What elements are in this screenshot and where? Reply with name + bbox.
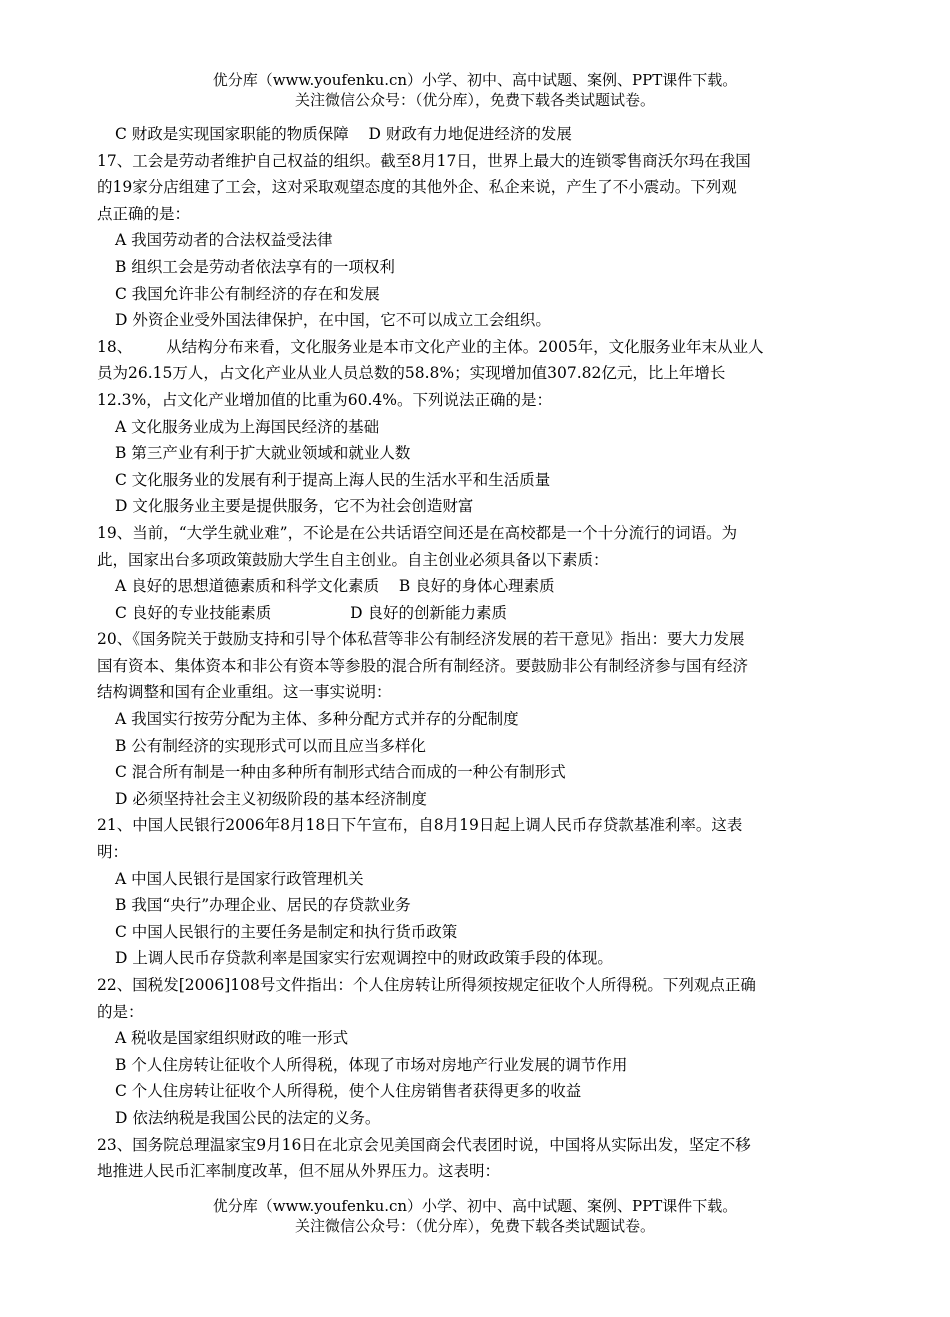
question-22: [97, 972, 855, 1132]
option-c: C 中国人民银行的主要任务是制定和执行货币政策: [115, 922, 458, 941]
option-d: D 依法纳税是我国公民的法定的义务。: [115, 1108, 381, 1127]
option-a: A 税收是国家组织财政的唯一形式: [115, 1029, 349, 1048]
question-23: [97, 1132, 855, 1185]
header-line-2: 关注微信公众号：（优分库），免费下载各类试题试卷。: [294, 91, 655, 109]
question-text-line: [97, 334, 855, 361]
option-d: D 外资企业受外国法律保护，在中国，它不可以成立工会组织。: [115, 311, 551, 330]
question-text-line: 点正确的是：: [97, 204, 191, 223]
option-d: D 必须坚持社会主义初级阶段的基本经济制度: [115, 789, 427, 808]
question-text-line: 21、中国人民银行2006年8月18日下午宣布，自8月19日起上调人民币存贷款基准利率。这表: [97, 816, 743, 835]
header-line-1: 优分库（www.youfenku.cn）小学、初中、高中试题、案例、PPT课件下载。: [212, 71, 738, 89]
option-b: B 第三产业有利于扩大就业领域和就业人数: [115, 444, 411, 463]
option-a: A 中国人民银行是国家行政管理机关: [115, 869, 364, 888]
option-d: D 上调人民币存贷款利率是国家实行宏观调控中的财政政策手段的体现。: [115, 949, 613, 968]
question-text-line: 国有资本、集体资本和非公有资本等参股的混合所有制经济。要鼓励非公有制经济参与国有经济: [97, 656, 749, 675]
option-c: C 我国允许非公有制经济的存在和发展: [115, 284, 380, 303]
question-text-line: 员为26.15万人，占文化产业从业人员总数的58.8%；实现增加值307.82亿元，比上年增长: [97, 364, 726, 383]
option-cd: C 良好的专业技能素质 D 良好的创新能力素质: [115, 603, 507, 622]
question-number: 18、: [97, 337, 133, 356]
question-text-line: 地推进人民币汇率制度改革，但不屈从外界压力。这表明：: [97, 1162, 501, 1181]
exam-content: [97, 121, 855, 1185]
option-ab: A 良好的思想道德素质和科学文化素质 B 良好的身体心理素质: [115, 577, 555, 596]
question-text-line: 20、《国务院关于鼓励支持和引导个体私营等非公有制经济发展的若干意见》指出：要大力发展: [97, 630, 745, 649]
option-a: A 我国实行按劳分配为主体、多种分配方式并存的分配制度: [115, 710, 519, 729]
question-21: [97, 812, 855, 972]
page-header: [0, 70, 950, 110]
option-c: C 个人住房转让征收个人所得税，使个人住房销售者获得更多的收益: [115, 1082, 582, 1101]
option-line: C 财政是实现国家职能的物质保障 D 财政有力地促进经济的发展: [115, 125, 572, 143]
question-text-line: 22、国税发[2006]108号文件指出：个人住房转让所得须按规定征收个人所得税。下列观点正确: [97, 976, 756, 994]
question-text-line: 17、工会是劳动者维护自己权益的组织。截至8月17日，世界上最大的连锁零售商沃尔玛在我国: [97, 151, 751, 170]
page-footer: [0, 1196, 950, 1236]
option-a: A 文化服务业成为上海国民经济的基础: [115, 417, 380, 436]
option-b: B 组织工会是劳动者依法享有的一项权利: [115, 257, 395, 276]
option-d: D 文化服务业主要是提供服务，它不为社会创造财富: [115, 497, 474, 516]
option-a: A 我国劳动者的合法权益受法律: [115, 231, 333, 250]
question-text: 从结构分布来看，文化服务业是本市文化产业的主体。2005年，文化服务业年末从业人: [166, 337, 764, 356]
question-text-line: 12.3%，占文化产业增加值的比重为60.4%。下列说法正确的是：: [97, 390, 552, 409]
option-c: C 文化服务业的发展有利于提高上海人民的生活水平和生活质量: [115, 470, 551, 489]
question-20: [97, 626, 855, 812]
question-17: [97, 148, 855, 334]
question-text-line: 的是：: [97, 1002, 144, 1021]
question-text-line: 明：: [97, 843, 129, 862]
question-18: [97, 334, 855, 520]
option-b: B 我国“央行”办理企业、居民的存贷款业务: [115, 896, 411, 915]
option-b: B 公有制经济的实现形式可以而且应当多样化: [115, 736, 426, 755]
footer-line-1: 优分库（www.youfenku.cn）小学、初中、高中试题、案例、PPT课件下载。: [212, 1197, 738, 1215]
question-text-line: 的19家分店组建了工会，这对采取观望态度的其他外企、私企来说，产生了不小震动。下列观: [97, 178, 737, 197]
option-c: C 混合所有制是一种由多种所有制形式结合而成的一种公有制形式: [115, 763, 566, 782]
option-b: B 个人住房转让征收个人所得税，体现了市场对房地产行业发展的调节作用: [115, 1055, 628, 1074]
question-text-line: 结构调整和国有企业重组。这一事实说明：: [97, 683, 392, 702]
question-text-line: 23、国务院总理温家宝9月16日在北京会见美国商会代表团时说，中国将从实际出发，坚定不移: [97, 1135, 751, 1154]
question-text-line: 此，国家出台多项政策鼓励大学生自主创业。自主创业必须具备以下素质：: [97, 550, 609, 569]
footer-line-2: 关注微信公众号：（优分库），免费下载各类试题试卷。: [294, 1217, 655, 1235]
question-text-line: 19、当前，“大学生就业难”，不论是在公共话语空间还是在高校都是一个十分流行的词语。为: [97, 523, 738, 542]
question-19: [97, 520, 855, 626]
